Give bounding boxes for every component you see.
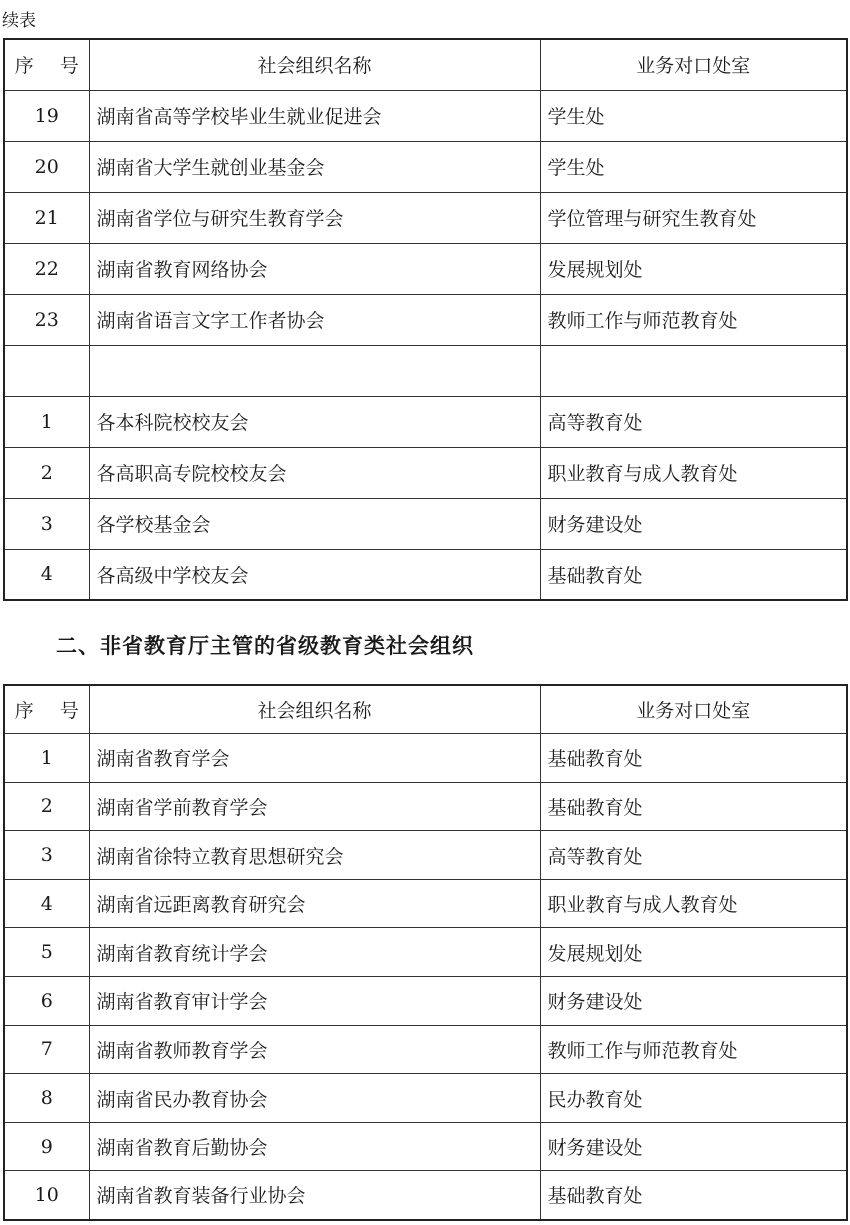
org-name: 湖南省教师教育学会 — [89, 1025, 540, 1074]
header-org-name: 社会组织名称 — [89, 685, 540, 734]
dept-name: 教师工作与师范教育处 — [540, 1025, 847, 1074]
row-number: 9 — [4, 1122, 89, 1171]
table-header-row — [4, 39, 847, 90]
continued-label: 续表 — [2, 11, 36, 31]
org-name: 湖南省高等学校毕业生就业促进会 — [89, 90, 540, 141]
org-name: 湖南省远距离教育研究会 — [89, 879, 540, 928]
dept-name: 基础教育处 — [540, 734, 847, 783]
header-org-name: 社会组织名称 — [89, 39, 540, 90]
row-number: 4 — [4, 879, 89, 928]
table-row — [4, 1025, 847, 1074]
org-name: 湖南省学前教育学会 — [89, 782, 540, 831]
org-name: 湖南省民办教育协会 — [89, 1074, 540, 1123]
dept-name: 财务建设处 — [540, 498, 847, 549]
org-name: 湖南省大学生就创业基金会 — [89, 141, 540, 192]
dept-name: 职业教育与成人教育处 — [540, 879, 847, 928]
table-row — [4, 928, 847, 977]
table-row — [4, 734, 847, 783]
dept-name: 职业教育与成人教育处 — [540, 447, 847, 498]
org-name — [89, 345, 540, 396]
dept-name: 基础教育处 — [540, 782, 847, 831]
row-number: 1 — [4, 734, 89, 783]
org-table-non-dept — [3, 684, 848, 1221]
table-row — [4, 782, 847, 831]
header-seq: 序 号 — [4, 39, 89, 90]
row-number: 21 — [4, 192, 89, 243]
row-number: 20 — [4, 141, 89, 192]
org-table-continued — [3, 38, 848, 601]
row-number: 2 — [4, 447, 89, 498]
row-number: 2 — [4, 782, 89, 831]
table-row — [4, 447, 847, 498]
dept-name — [540, 345, 847, 396]
org-name: 湖南省教育后勤协会 — [89, 1122, 540, 1171]
row-number — [4, 345, 89, 396]
row-number: 4 — [4, 549, 89, 600]
table-row — [4, 396, 847, 447]
table-row — [4, 192, 847, 243]
table-row — [4, 549, 847, 600]
table-header-row — [4, 685, 847, 734]
table-row — [4, 90, 847, 141]
table-row — [4, 831, 847, 880]
row-number: 23 — [4, 294, 89, 345]
row-number: 10 — [4, 1171, 89, 1220]
row-number: 1 — [4, 396, 89, 447]
header-dept: 业务对口处室 — [540, 685, 847, 734]
org-name: 各本科院校校友会 — [89, 396, 540, 447]
org-name: 湖南省教育统计学会 — [89, 928, 540, 977]
org-name: 各高级中学校友会 — [89, 549, 540, 600]
table-row — [4, 345, 847, 396]
table-row — [4, 1122, 847, 1171]
row-number: 3 — [4, 831, 89, 880]
dept-name: 发展规划处 — [540, 928, 847, 977]
org-name: 湖南省教育审计学会 — [89, 977, 540, 1026]
table-row — [4, 977, 847, 1026]
dept-name: 基础教育处 — [540, 1171, 847, 1220]
org-name: 各学校基金会 — [89, 498, 540, 549]
row-number: 6 — [4, 977, 89, 1026]
table-row — [4, 879, 847, 928]
table-row — [4, 243, 847, 294]
dept-name: 发展规划处 — [540, 243, 847, 294]
table-row — [4, 141, 847, 192]
org-name: 湖南省学位与研究生教育学会 — [89, 192, 540, 243]
table-row — [4, 1171, 847, 1220]
dept-name: 学位管理与研究生教育处 — [540, 192, 847, 243]
section-title: 二、非省教育厅主管的省级教育类社会组织 — [56, 634, 474, 658]
org-name: 湖南省语言文字工作者协会 — [89, 294, 540, 345]
dept-name: 财务建设处 — [540, 977, 847, 1026]
dept-name: 民办教育处 — [540, 1074, 847, 1123]
row-number: 19 — [4, 90, 89, 141]
header-seq: 序 号 — [4, 685, 89, 734]
table-row — [4, 1074, 847, 1123]
org-name: 湖南省徐特立教育思想研究会 — [89, 831, 540, 880]
row-number: 7 — [4, 1025, 89, 1074]
org-name: 湖南省教育学会 — [89, 734, 540, 783]
row-number: 5 — [4, 928, 89, 977]
header-dept: 业务对口处室 — [540, 39, 847, 90]
dept-name: 学生处 — [540, 90, 847, 141]
dept-name: 学生处 — [540, 141, 847, 192]
row-number: 22 — [4, 243, 89, 294]
dept-name: 教师工作与师范教育处 — [540, 294, 847, 345]
row-number: 8 — [4, 1074, 89, 1123]
dept-name: 财务建设处 — [540, 1122, 847, 1171]
org-name: 湖南省教育装备行业协会 — [89, 1171, 540, 1220]
dept-name: 高等教育处 — [540, 831, 847, 880]
org-name: 各高职高专院校校友会 — [89, 447, 540, 498]
dept-name: 基础教育处 — [540, 549, 847, 600]
org-name: 湖南省教育网络协会 — [89, 243, 540, 294]
dept-name: 高等教育处 — [540, 396, 847, 447]
table-row — [4, 498, 847, 549]
row-number: 3 — [4, 498, 89, 549]
table-row — [4, 294, 847, 345]
